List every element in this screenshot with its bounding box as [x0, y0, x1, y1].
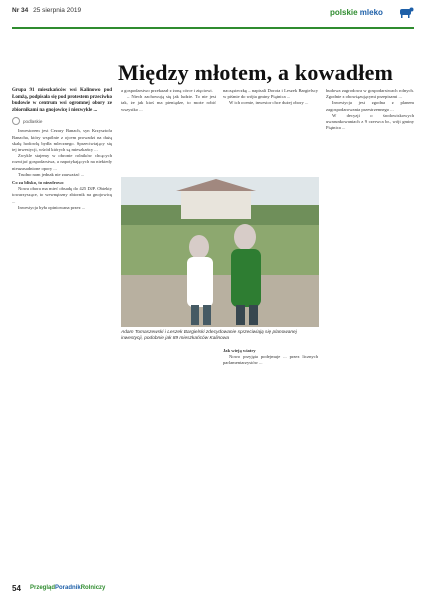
column-3-continued — [223, 346, 318, 367]
body-paragraph: budowa zagrodowa w gospodarstwach rolnych. Zgodnie z obowiązującymi przepisami ... — [326, 88, 414, 100]
body-paragraph: Inwestorem jest Cezary Banach, syn Krzysztofa Banacha, który wspólnie z ojcem prowadzi na dużą skalę hodowlę bydła mlecznego. Sprzeciwiający się tej inwestycji, wśród których są mieszkańcy ... — [12, 128, 112, 152]
header-rule — [12, 27, 414, 29]
body-paragraph: Inwestycja jest zgodna z planem zagospodarowania przestrzennego ... — [326, 100, 414, 112]
brand-part-3: Rolniczy — [80, 585, 106, 591]
column-2 — [121, 88, 216, 113]
cow-icon — [398, 6, 414, 19]
body-paragraph: Nowa obora ma mieć obsadę do 425 DJP. Obiekty towarzyszące, to wewnętrzny zbiornik na gnojowicę ... — [12, 186, 112, 204]
page-number: 54 — [12, 584, 21, 593]
body-paragraph: Trudno nam jednak nie zauważać ... — [18, 171, 85, 177]
column-4 — [326, 88, 414, 131]
body-paragraph: – Niech zachowują się jak ludzie. To nie jest tak, że jak ktoś ma pieniądze, to może robić wszystko ... — [121, 94, 216, 112]
section-logo-main: mleko — [359, 8, 383, 17]
brand-part-2: Poradnik — [55, 585, 81, 591]
body-paragraph: W ich ocenie, inwestor chce dużej obory ... — [229, 100, 309, 106]
brand-part-1: Przegląd — [30, 585, 56, 591]
article-photo — [121, 177, 319, 327]
column-3 — [223, 88, 318, 107]
section-logo — [330, 6, 414, 22]
region-tag-icon — [12, 117, 20, 125]
region-tag — [12, 117, 112, 125]
article-lead: Grupa 91 mieszkańców wsi Kalinowo pod Łomżą, podpisała się pod protestem przeciwko budowie w centrum wsi ogromnej obory ze zbiornikami na gnojowicę i niezwykle ... — [12, 88, 112, 113]
body-paragraph: Nowo przyjęta podejmuje ... przez licznych parlamentarzystów ... — [223, 354, 318, 366]
photo-image — [121, 177, 319, 327]
photo-caption: Adam Tomaszewski i Leszek Bargielski zdecydowanie sprzeciwiają się planowanej inwestycji, podobnie jak 89 mieszkańców Kalinowa — [121, 330, 297, 341]
issue-date: 25 sierpnia 2019 — [33, 7, 82, 14]
body-paragraph: Zwykle stajemy w obronie rolników chcących rozwijać gospodarstwa, a napotykających na niekiedy nieuzasadnione opory ... — [12, 153, 112, 171]
body-paragraph: nacząsteczkę – napisali Dorota i Leszek Bargielscy w piśmie do wójta gminy Piątnica ... — [223, 88, 318, 100]
issue-number: Nr 34 — [12, 7, 29, 14]
body-paragraph: a gospodarstwo przekazał z żoną córce i zięciowi. — [121, 88, 213, 93]
publication-brand — [30, 585, 105, 591]
page-header — [0, 0, 424, 60]
body-paragraph: Inwestycja była opiniowana przez ... — [18, 204, 86, 210]
column-1 — [12, 88, 112, 211]
section-logo-pre: polskie — [330, 8, 360, 17]
body-paragraph: W decyzji o środowiskowych uwarunkowaniach z 9 czerwca br., wójt gminy Piątnica ... — [326, 112, 414, 131]
section-subheading: Jak wieją wiatry — [223, 348, 256, 353]
section-subheading: Co za blisko, to niezdrowo — [12, 180, 64, 185]
issue-info — [12, 7, 81, 14]
region-tag-label: podlaskie — [23, 118, 43, 124]
page-footer — [0, 582, 424, 600]
article-headline: Między młotem, a kowadłem — [118, 60, 394, 85]
